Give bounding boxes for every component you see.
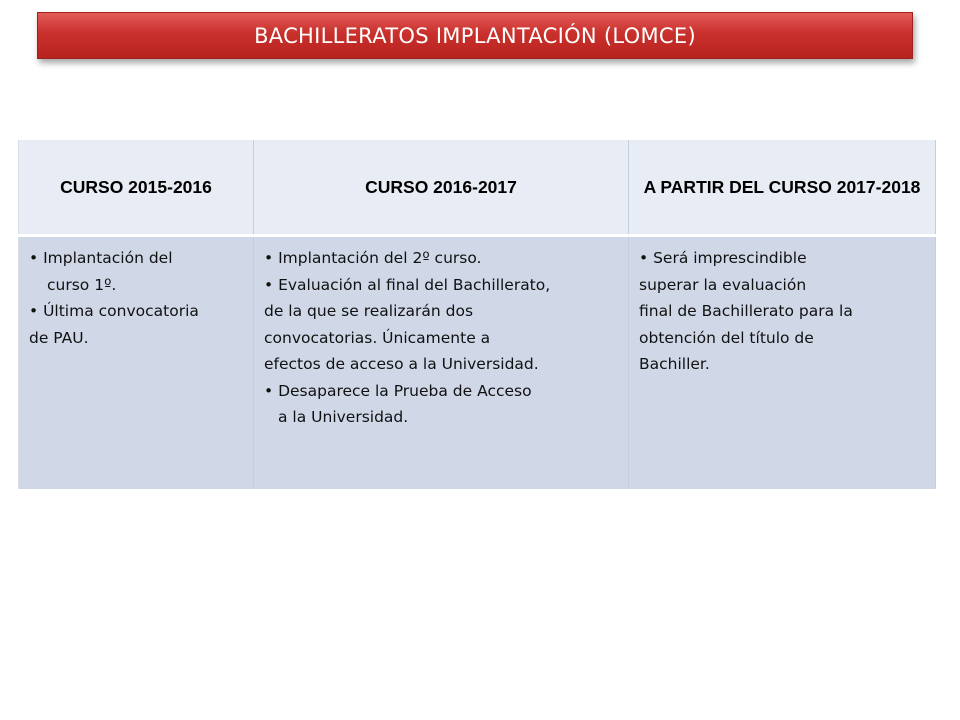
cell-line: final de Bachillerato para la [639, 302, 853, 320]
cell-line: • Evaluación al final del Bachillerato, [264, 275, 551, 294]
cell-line: efectos de acceso a la Universidad. [264, 355, 539, 373]
header-curso-2015-2016: CURSO 2015-2016 [19, 139, 254, 236]
table-header-row [19, 139, 936, 236]
cell-curso-2015-2016 [19, 236, 254, 490]
cell-line: de PAU. [29, 328, 89, 347]
cell-line: Bachiller. [639, 355, 710, 373]
slide-title-banner [37, 12, 913, 59]
cell-line: a la Universidad. [278, 408, 409, 426]
cell-line: curso 1º. [47, 275, 117, 294]
table-body-row [19, 236, 936, 490]
header-curso-2017-2018 [629, 139, 936, 236]
cell-line: • Será imprescindible [639, 249, 807, 267]
cell-curso-2017-2018 [629, 236, 936, 490]
cell-line: • Desaparece la Prueba de Acceso [264, 381, 532, 400]
header-curso-2017-2018-text: A PARTIR DEL CURSO 2017-2018 [643, 177, 921, 197]
cell-line: • Última convocatoria [29, 302, 199, 320]
cell-line: superar la evaluación [639, 275, 807, 294]
cell-line: obtención del título de [639, 328, 814, 347]
cell-line: de la que se realizarán dos [264, 302, 474, 320]
implementation-table [18, 138, 936, 489]
cell-curso-2016-2017 [254, 236, 629, 490]
cell-line: • Implantación del 2º curso. [264, 249, 482, 267]
slide-title: BACHILLERATOS IMPLANTACIÓN (LOMCE) [254, 23, 696, 48]
cell-line: • Implantación del [29, 249, 173, 267]
header-curso-2016-2017: CURSO 2016-2017 [254, 139, 629, 236]
cell-line: convocatorias. Únicamente a [264, 328, 491, 347]
